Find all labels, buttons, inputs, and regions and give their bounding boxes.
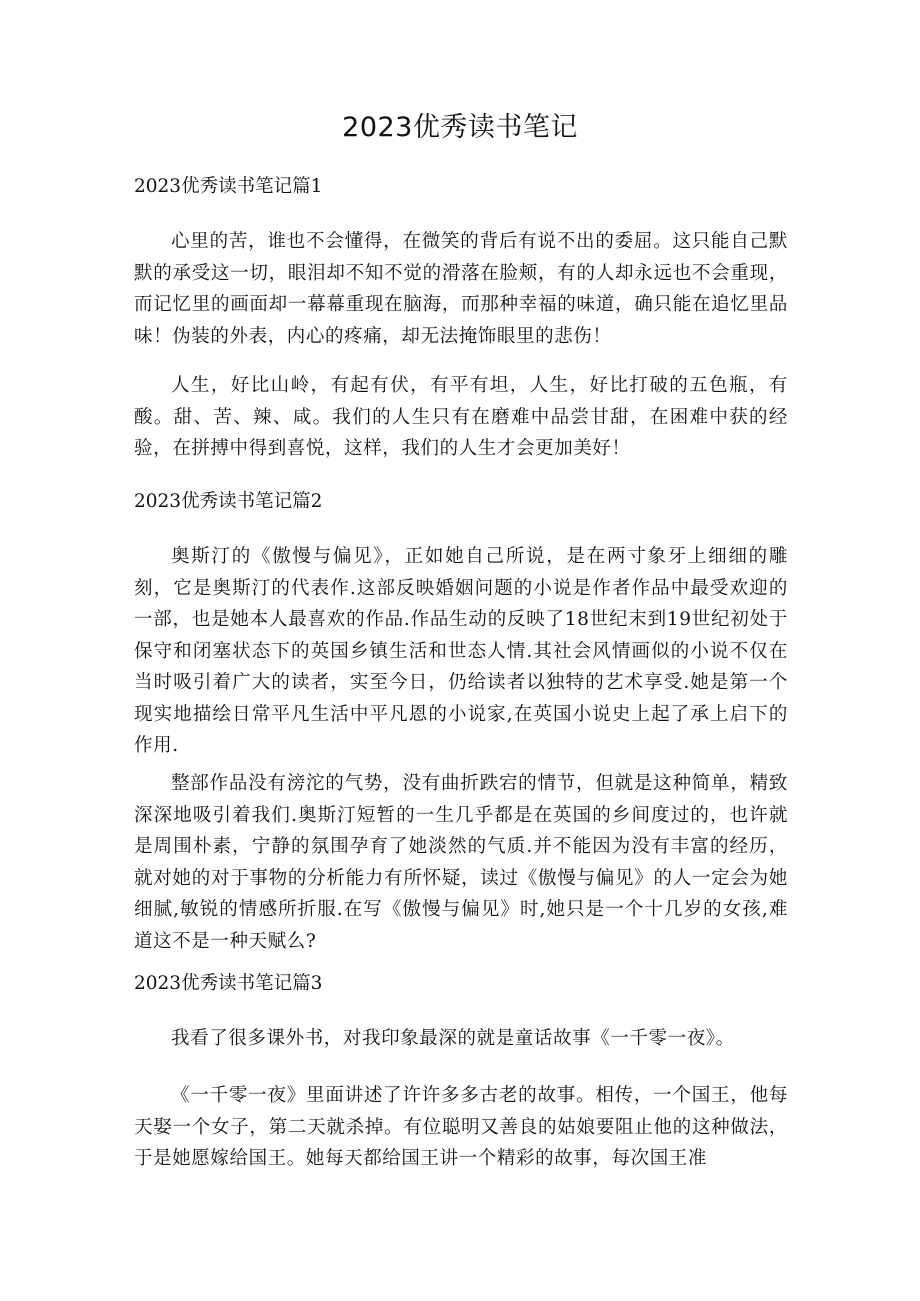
paragraph-2-1: 奥斯汀的《傲慢与偏见》，正如她自己所说，是在两寸象牙上细细的雕刻，它是奥斯汀的代表作.这部反映婚姻问题的小说是作者作品中最受欢迎的一部，也是她本人最喜欢的作品.作品生动的反映了18世纪末到19世纪初处于保守和闭塞状态下的英国乡镇生活和世态人情.其社会风情画似的小说不仅在当时吸引着广大的读者，实至今日，仍给读者以独特的艺术享受.她是第一个现实地描绘日常平凡生活中平凡恩的小说家,在英国小说史上起了承上启下的作用. — [134, 546, 788, 756]
paragraph-3-1: 我看了很多课外书，对我印象最深的就是童话故事《一千零一夜》。 — [171, 1028, 735, 1049]
paragraph-1-1: 心里的苦，谁也不会懂得，在微笑的背后有说不出的委屈。这只能自己默默的承受这一切，眼泪却不知不觉的滑落在脸颊，有的人却永远也不会重现，而记忆里的画面却一幕幕重现在脑海，而那种幸福的味道，确只能在追忆里品味！伪装的外表，内心的疼痛，却无法掩饰眼里的悲伤！ — [134, 231, 788, 347]
section-heading-2: 2023优秀读书笔记篇2 — [134, 491, 323, 512]
paragraph-1-2: 人生，好比山岭，有起有伏，有平有坦，人生，好比打破的五色瓶，有酸。甜、苦、辣、咸。我们的人生只有在磨难中品尝甘甜，在困难中获的经验，在拼搏中得到喜悦，这样，我们的人生才会更加美好！ — [134, 375, 788, 459]
paragraph-2-2: 整部作品没有滂沱的气势，没有曲折跌宕的情节，但就是这种简单，精致深深地吸引着我们.奥斯汀短暂的一生几乎都是在英国的乡间度过的，也许就是周围朴素，宁静的氛围孕育了她淡然的气质.并不能因为没有丰富的经历，就对她的对于事物的分析能力有所怀疑，读过《傲慢与偏见》的人一定会为她细腻,敏锐的情感所折服.在写《傲慢与偏见》时,她只是一个十几岁的女孩,难道这不是一种天赋么? — [134, 773, 788, 952]
section-heading-3: 2023优秀读书笔记篇3 — [134, 973, 323, 994]
document-title: 2023优秀读书笔记 — [342, 112, 578, 143]
paragraph-3-2: 《一千零一夜》里面讲述了许许多多古老的故事。相传，一个国王，他每天娶一个女子，第二天就杀掉。有位聪明又善良的姑娘要阻止他的这种做法，于是她愿嫁给国王。她每天都给国王讲一个精彩的故事，每次国王准 — [134, 1085, 788, 1169]
section-heading-1: 2023优秀读书笔记篇1 — [134, 176, 323, 197]
